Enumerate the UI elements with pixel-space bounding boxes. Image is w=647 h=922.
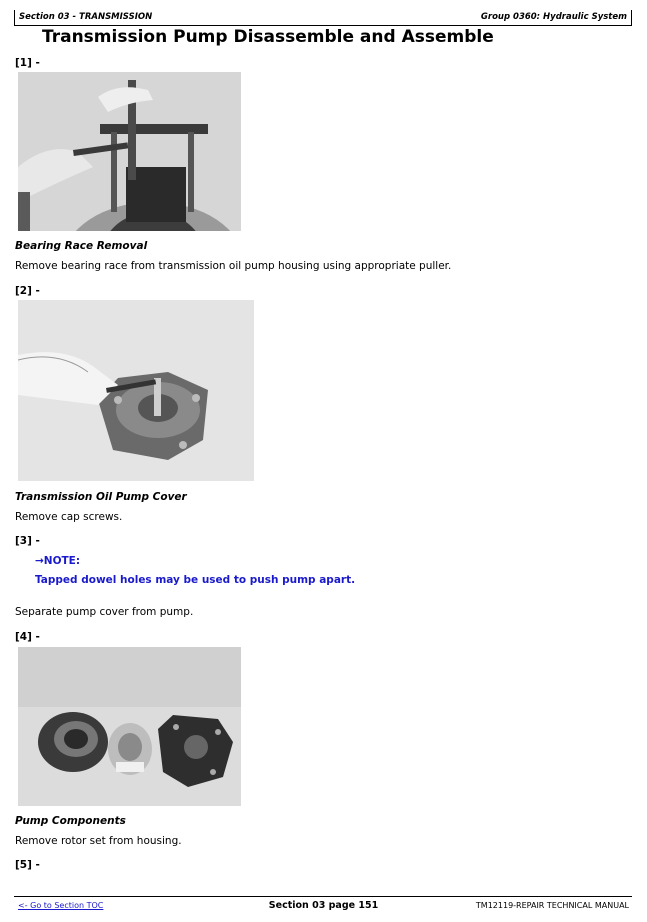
step-1-caption: Bearing Race Removal: [15, 240, 148, 252]
footer-page-number: Section 03 page 151: [268, 900, 379, 911]
note-label: →NOTE:: [35, 555, 81, 567]
footer-divider: [14, 896, 632, 897]
oil-pump-cover-photo: [18, 300, 254, 481]
step-1-label: [1] -: [15, 57, 40, 69]
step-4-text: Remove rotor set from housing.: [15, 835, 182, 847]
header-section: Section 03 - TRANSMISSION: [19, 12, 153, 22]
step-2-caption: Transmission Oil Pump Cover: [15, 491, 187, 503]
step-5-label: [5] -: [15, 859, 40, 871]
step-2-label: [2] -: [15, 285, 40, 297]
go-to-section-toc-link[interactable]: <- Go to Section TOC: [18, 901, 104, 910]
footer-manual-id: TM12119-REPAIR TECHNICAL MANUAL: [475, 901, 629, 910]
step-4-caption: Pump Components: [15, 815, 126, 827]
step-1-text: Remove bearing race from transmission oil pump housing using appropriate puller.: [15, 260, 452, 272]
running-header: [14, 10, 632, 26]
step-2-text: Remove cap screws.: [15, 511, 123, 523]
step-3-label: [3] -: [15, 535, 40, 547]
note-text: Tapped dowel holes may be used to push pump apart.: [35, 574, 356, 586]
step-4-label: [4] -: [15, 631, 40, 643]
bearing-race-removal-photo: [18, 72, 241, 231]
header-group: Group 0360: Hydraulic System: [480, 12, 627, 22]
pump-components-photo: [18, 647, 241, 806]
step-3-text: Separate pump cover from pump.: [15, 606, 194, 618]
page-title: Transmission Pump Disassemble and Assemble: [42, 27, 494, 47]
